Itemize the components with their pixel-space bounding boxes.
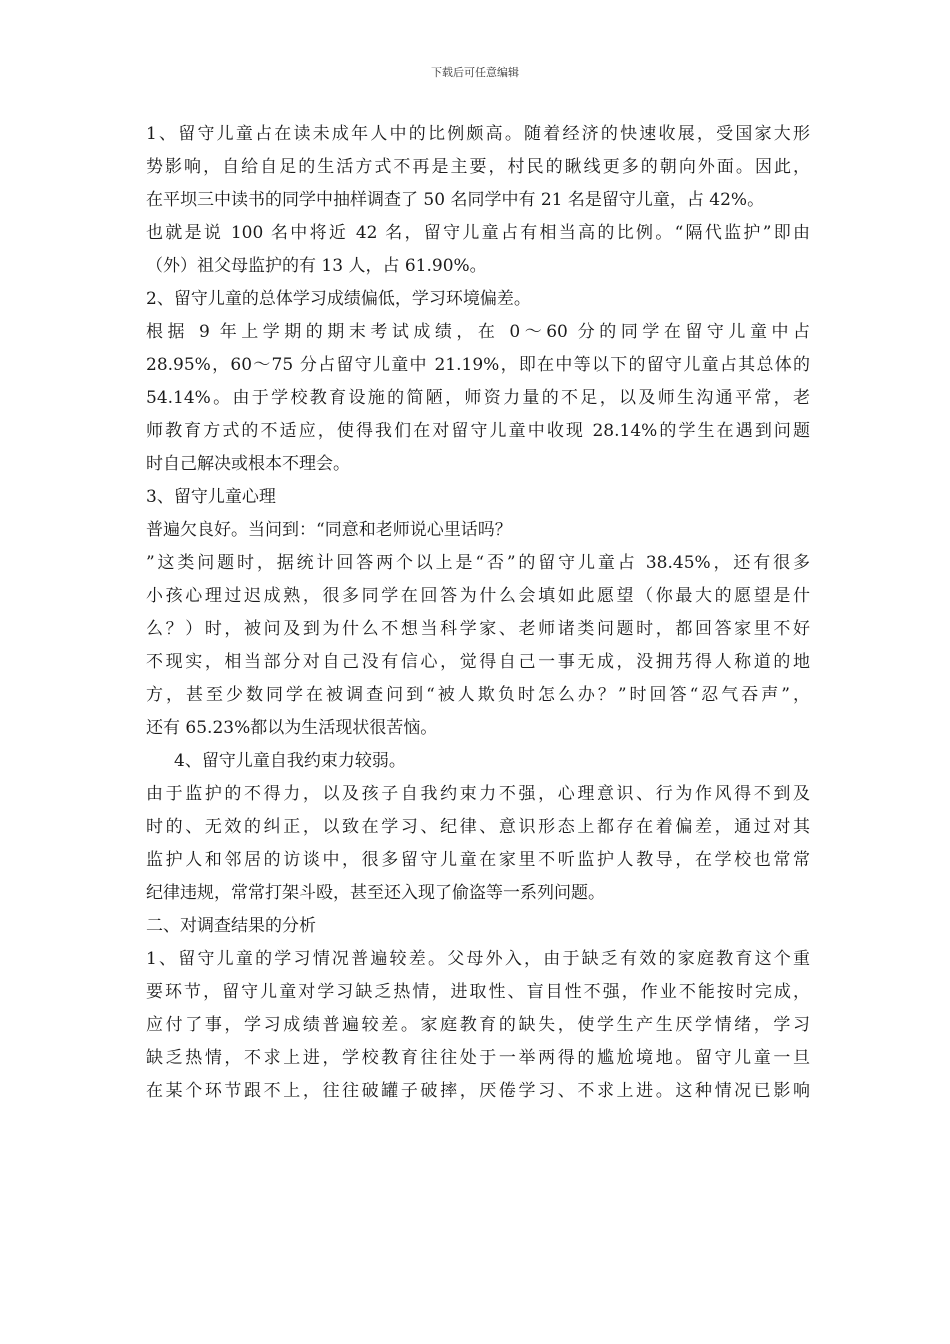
text-line: 时自己解决或根本不理会。: [146, 454, 350, 474]
text-line: 在某个环节跟不上，往往破罐子破摔，厌倦学习、不求上进。这种情况已影响: [146, 1081, 810, 1101]
text-line: 小孩心理过迟成熟，很多同学在回答为什么会填如此愿望（你最大的愿望是什: [146, 586, 810, 606]
text-line: 由于监护的不得力，以及孩子自我约束力不强，心理意识、行为作风得不到及: [146, 784, 810, 804]
text-line: 么？）时，被问及到为什么不想当科学家、老师诸类问题时，都回答家里不好: [146, 619, 810, 639]
text-line: 2、留守儿童的总体学习成绩偏低，学习环境偏差。: [146, 289, 531, 309]
text-line: 应付了事，学习成绩普遍较差。家庭教育的缺失，使学生产生厌学情绪，学习: [146, 1015, 810, 1035]
text-line: 时的、无效的纠正，以致在学习、纪律、意识形态上都存在着偏差，通过对其: [146, 817, 810, 837]
text-line: 1、留守儿童占在读未成年人中的比例颇高。随着经济的快速收展，受国家大形: [146, 124, 810, 144]
text-line: 在平坝三中读书的同学中抽样调查了 50 名同学中有 21 名是留守儿童，占 42%。: [146, 190, 765, 210]
text-line: 也就是说 100 名中将近 42 名，留守儿童占有相当高的比例。“隔代监护”即由: [146, 223, 810, 243]
text-line: 28.95%，60～75 分占留守儿童中 21.19%，即在中等以下的留守儿童占其总体的: [146, 355, 810, 375]
text-line: 纪律违规，常常打架斗殴，甚至还入现了偷盗等一系列问题。: [146, 883, 605, 903]
text-line: 1、留守儿童的学习情况普遍较差。父母外入，由于缺乏有效的家庭教育这个重: [146, 949, 810, 969]
text-line: （外）祖父母监护的有 13 人，占 61.90%。: [146, 256, 487, 276]
page-header: 下载后可任意编辑: [431, 66, 519, 79]
text-line: 普遍欠良好。当问到：“同意和老师说心里话吗？: [146, 520, 512, 540]
text-line: 不现实，相当部分对自己没有信心，觉得自己一事无成，没拥艿得人称道的地: [146, 652, 810, 672]
text-line: 师教育方式的不适应，使得我们在对留守儿童中收现 28.14%的学生在遇到问题: [146, 421, 810, 441]
text-line: 势影响，自给自足的生活方式不再是主要，村民的瞅线更多的朝向外面。因此，: [146, 157, 810, 177]
text-line: 监护人和邻居的访谈中，很多留守儿童在家里不听监护人教导，在学校也常常: [146, 850, 810, 870]
text-line: 还有 65.23%都以为生活现状很苦恼。: [146, 718, 438, 738]
text-line: ”这类问题时，据统计回答两个以上是“否”的留守儿童占 38.45%，还有很多: [146, 553, 810, 573]
text-line: 4、留守儿童自我约束力较弱。: [174, 751, 406, 771]
text-line: 3、留守儿童心理: [146, 487, 276, 507]
text-line: 缺乏热情，不求上进，学校教育往往处于一举两得的尴尬境地。留守儿童一旦: [146, 1048, 810, 1068]
document-body: [146, 118, 810, 1108]
text-line: 方，甚至少数同学在被调查问到“被人欺负时怎么办？”时回答“忍气吞声”，: [146, 685, 810, 705]
text-line: 根据 9 年上学期的期末考试成绩，在 0～60 分的同学在留守儿童中占: [146, 322, 810, 342]
text-line: 要环节，留守儿童对学习缺乏热情，进取性、盲目性不强，作业不能按时完成，: [146, 982, 810, 1002]
text-line: 二、对调查结果的分析: [146, 916, 316, 936]
text-line: 54.14%。由于学校教育设施的简陋，师资力量的不足，以及师生沟通平常，老: [146, 388, 810, 408]
